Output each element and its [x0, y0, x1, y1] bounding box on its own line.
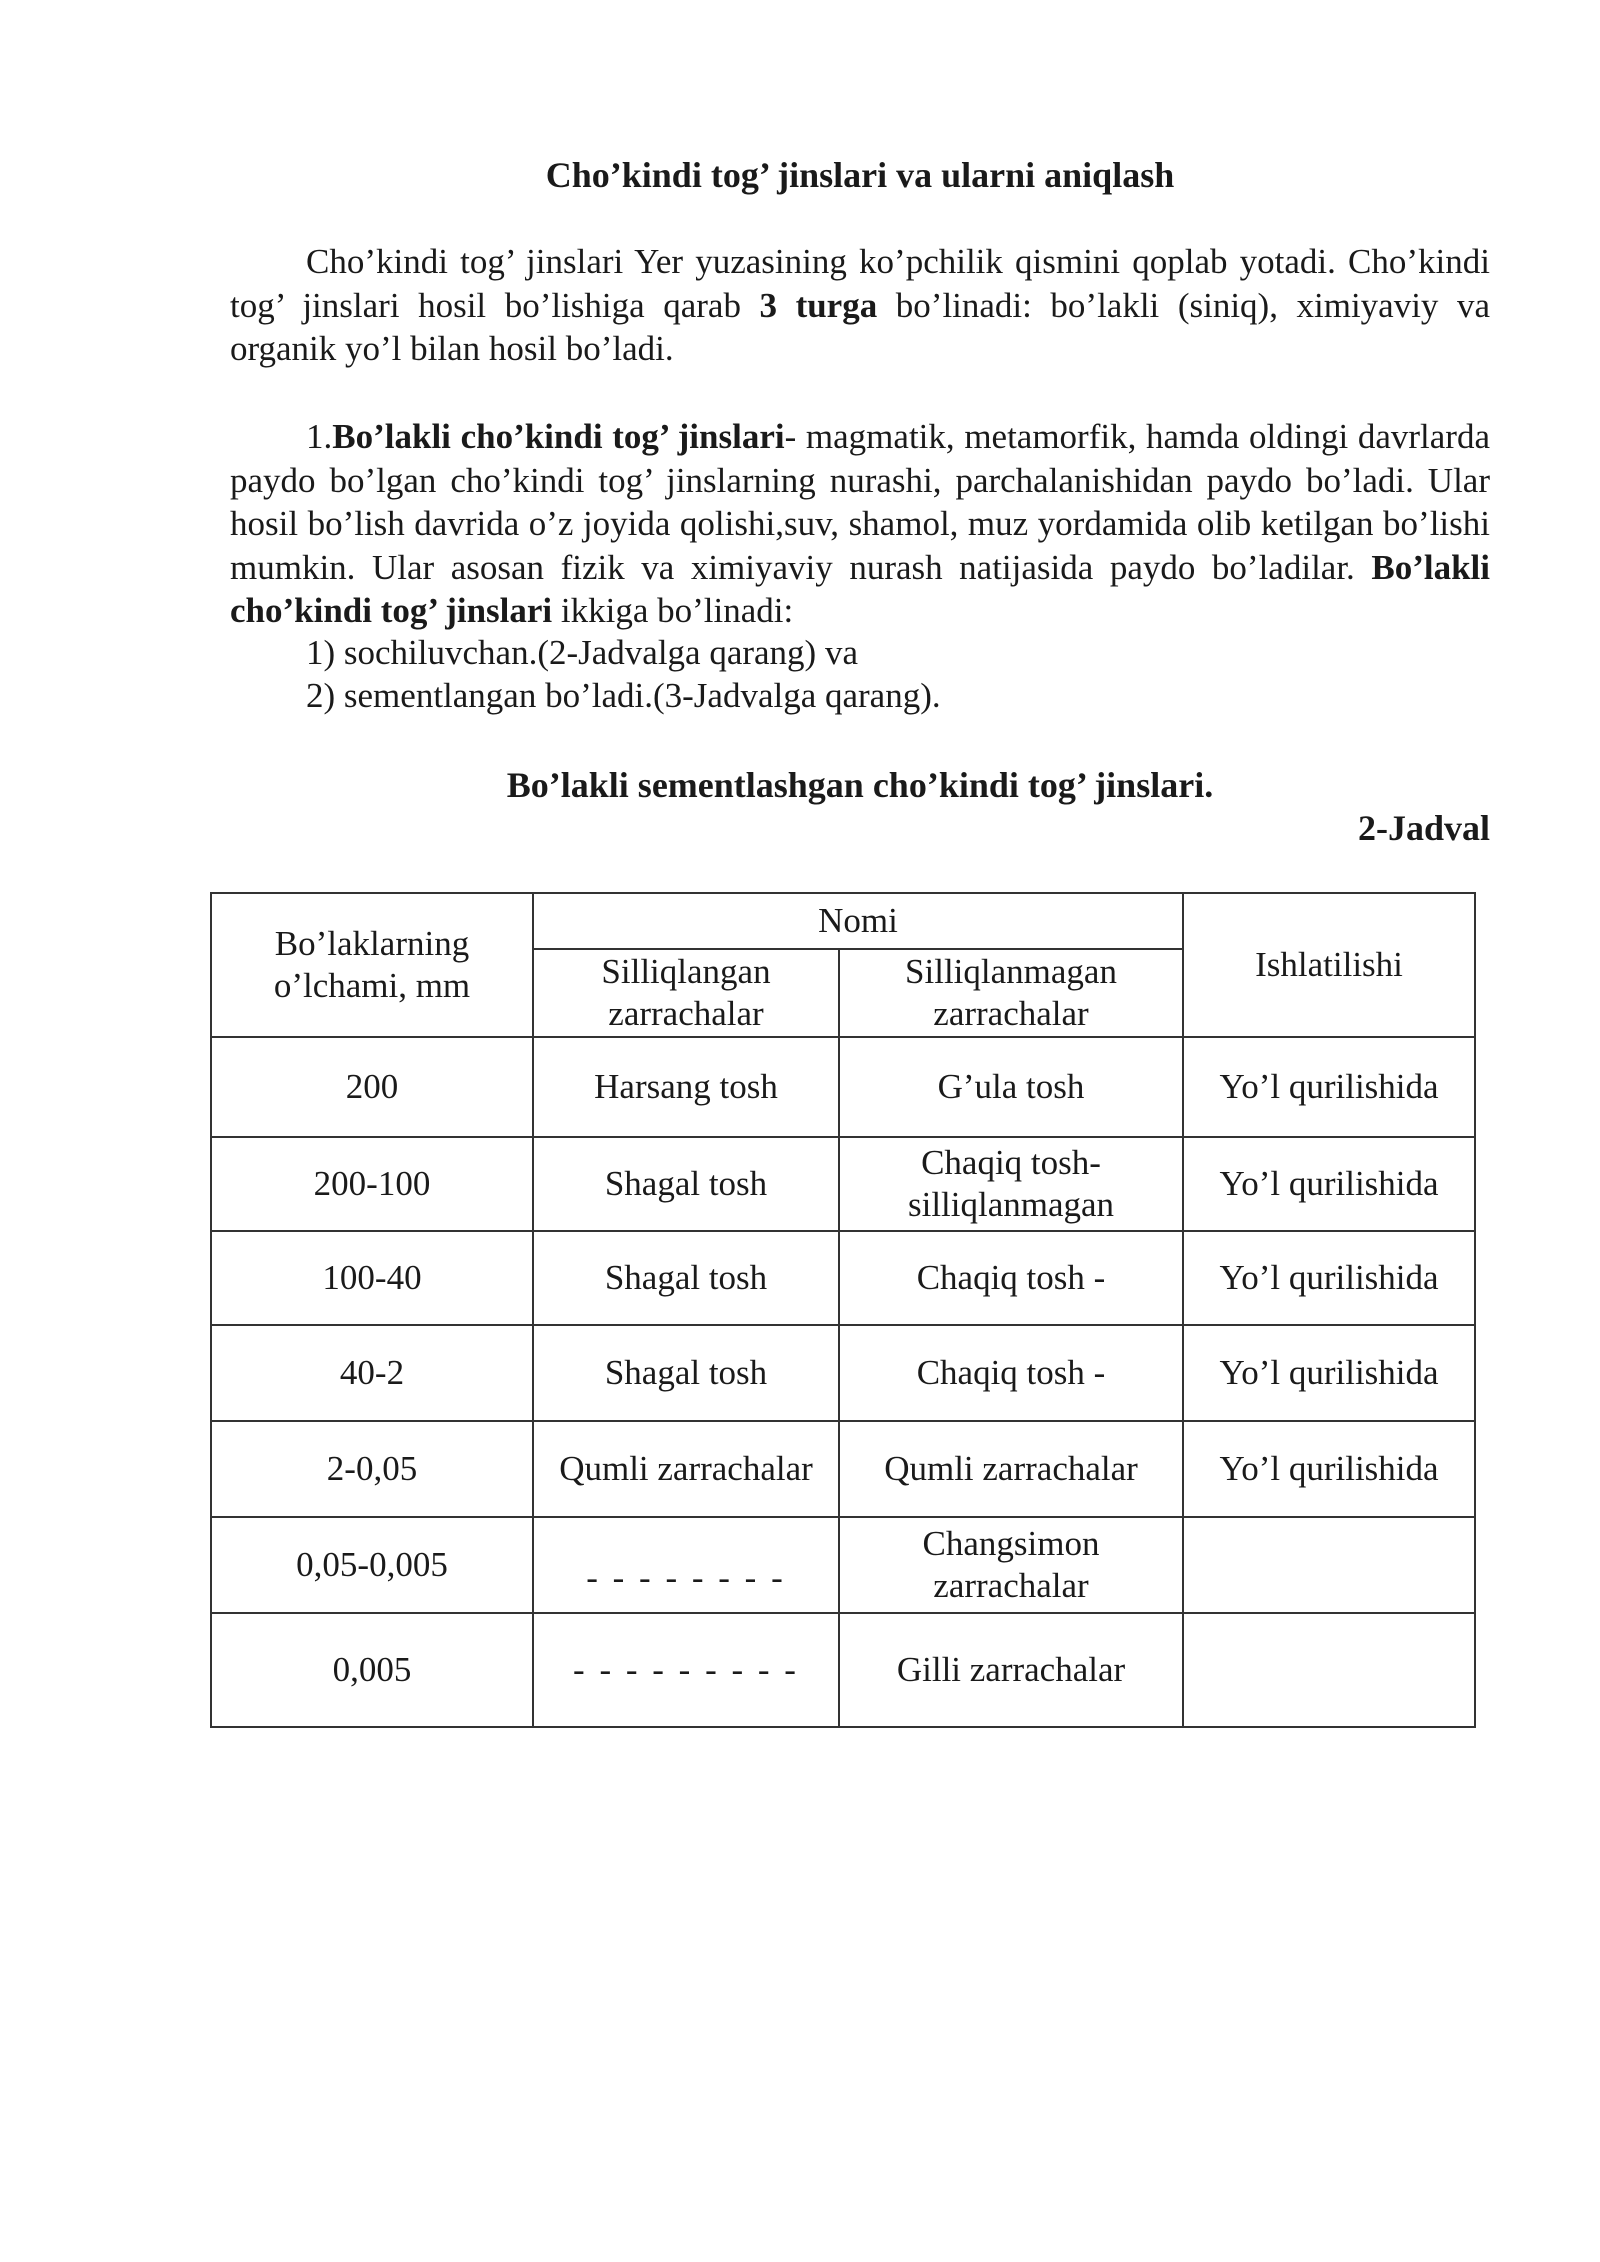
- section1-term: Bo’lakli cho’kindi tog’ jinslari: [332, 417, 785, 456]
- intro-paragraph: [230, 240, 1490, 371]
- cell-size: 200: [211, 1037, 533, 1137]
- cell-rounded: Shagal tosh: [533, 1325, 839, 1421]
- data-table: [210, 892, 1476, 1728]
- cell-unrounded: Chaqiq tosh- silliqlanmagan: [839, 1137, 1183, 1231]
- table-header-row: [211, 893, 1475, 949]
- cell-size: 40-2: [211, 1325, 533, 1421]
- cell-size: 2-0,05: [211, 1421, 533, 1517]
- cell-usage: Yo’l qurilishida: [1183, 1137, 1475, 1231]
- header-unrounded: Silliqlanmagan zarrachalar: [839, 949, 1183, 1037]
- section1-number: 1.: [306, 417, 333, 456]
- cell-unrounded: Chaqiq tosh -: [839, 1325, 1183, 1421]
- dash-placeholder: - - - - - - - - -: [573, 1650, 799, 1689]
- table-row: [211, 1037, 1475, 1137]
- cell-unrounded: Gilli zarrachalar: [839, 1613, 1183, 1727]
- header-usage: Ishlatilishi: [1183, 893, 1475, 1037]
- header-rounded: Silliqlangan zarrachalar: [533, 949, 839, 1037]
- table-row: [211, 1613, 1475, 1727]
- cell-usage: [1183, 1613, 1475, 1727]
- section1-term2: Bo’lakli cho’kindi tog’ jinslari: [230, 547, 1490, 630]
- cell-rounded: Harsang tosh: [533, 1037, 839, 1137]
- cell-size: 0,005: [211, 1613, 533, 1727]
- table-number: 2-Jadval: [1357, 808, 1490, 848]
- table-row: [211, 1325, 1475, 1421]
- section1-text: - magmatik, metamorfik, hamda oldingi davrlarda paydo bo’lgan cho’kindi tog’ jinslarning nurashi, parchalanishidan paydo bo’ladi. Ular hosil bo’lish davrida o’z joyida qolishi,suv, shamol, muz yordamida olib ketilgan bo’lishi mumkin. Ular asosan fizik va ximiyaviy nurash natijasida paydo bo’ladilar.: [230, 417, 1490, 587]
- list-item: 2) sementlangan bo’ladi.(3-Jadvalga qarang).: [306, 676, 941, 715]
- cell-usage: Yo’l qurilishida: [1183, 1421, 1475, 1517]
- cell-size: 100-40: [211, 1231, 533, 1325]
- header-size: Bo’laklarning o’lchami, mm: [211, 893, 533, 1037]
- cell-rounded: Qumli zarrachalar: [533, 1421, 839, 1517]
- header-name: Nomi: [533, 893, 1183, 949]
- list-item: 1) sochiluvchan.(2-Jadvalga qarang) va: [306, 633, 859, 672]
- cell-usage: Yo’l qurilishida: [1183, 1037, 1475, 1137]
- intro-text-1: Cho’kindi tog’ jinslari Yer yuzasining ko’pchilik qismini qoplab yotadi. Cho’kindi tog’ jinslari hosil bo’lishiga qarab: [230, 242, 1490, 325]
- cell-rounded: Shagal tosh: [533, 1137, 839, 1231]
- cell-usage: Yo’l qurilishida: [1183, 1231, 1475, 1325]
- intro-text-2: bo’linadi: bo’lakli (siniq), ximiyaviy va organik yo’l bilan hosil bo’ladi.: [230, 285, 1491, 368]
- cell-usage: Yo’l qurilishida: [1183, 1325, 1475, 1421]
- cell-unrounded: Changsimon zarrachalar: [839, 1517, 1183, 1613]
- table-row: [211, 1421, 1475, 1517]
- cell-unrounded: G’ula tosh: [839, 1037, 1183, 1137]
- dash-placeholder: - - - - - - - -: [586, 1558, 786, 1597]
- table-row: [211, 1517, 1475, 1613]
- cell-rounded: Shagal tosh: [533, 1231, 839, 1325]
- table-row: [211, 1231, 1475, 1325]
- page-title: Cho’kindi tog’ jinslari va ularni aniqlash: [545, 155, 1175, 195]
- table-title: Bo’lakli sementlashgan cho’kindi tog’ jinslari.: [506, 765, 1214, 805]
- section1-text2: ikkiga bo’linadi:: [552, 591, 794, 630]
- cell-unrounded: Chaqiq tosh -: [839, 1231, 1183, 1325]
- section1-paragraph: [230, 415, 1490, 633]
- table-row: [211, 1137, 1475, 1231]
- intro-bold: 3 turga: [759, 285, 878, 325]
- cell-rounded: [533, 1517, 839, 1613]
- cell-rounded: [533, 1613, 839, 1727]
- cell-unrounded: Qumli zarrachalar: [839, 1421, 1183, 1517]
- cell-usage: [1183, 1517, 1475, 1613]
- cell-size: 200-100: [211, 1137, 533, 1231]
- cell-size: 0,05-0,005: [211, 1517, 533, 1613]
